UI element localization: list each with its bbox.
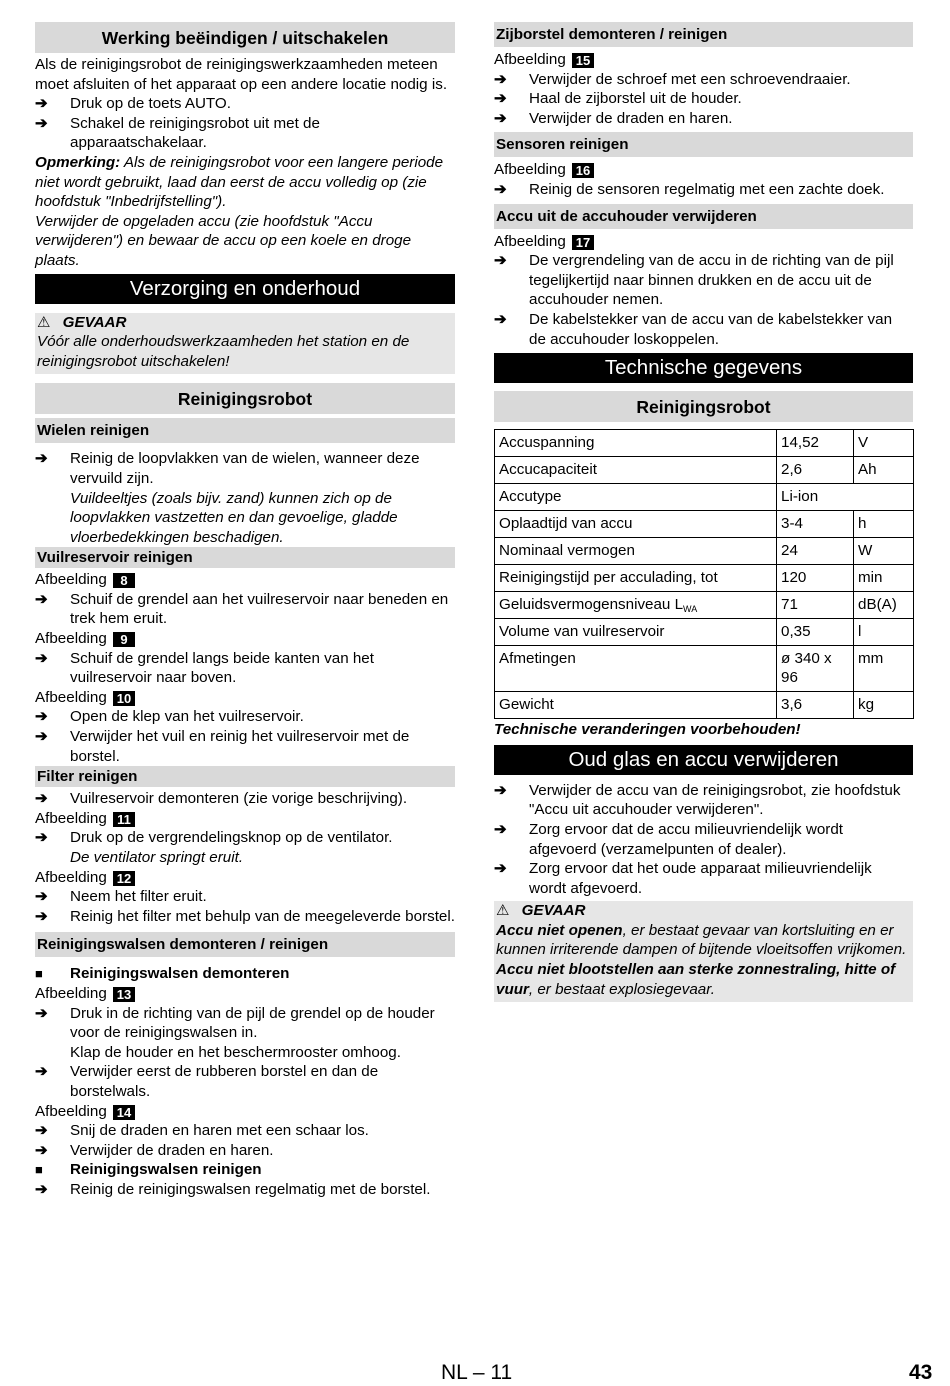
table-cell: Ah bbox=[854, 457, 914, 484]
danger-title: ⚠ GEVAAR bbox=[37, 313, 127, 331]
rollers-step-4: ➔ Verwijder de draden en haren. bbox=[35, 1141, 274, 1159]
arrow-icon: ➔ bbox=[494, 252, 507, 270]
table-row bbox=[495, 538, 914, 565]
section-title-shutdown: Werking beëindigen / uitschakelen bbox=[35, 22, 455, 53]
side-step-1: ➔ Verwijder de schroef met een schroevendraaier. bbox=[494, 70, 851, 88]
table-cell: Accucapaciteit bbox=[495, 457, 777, 484]
footer-page-number: 43 bbox=[909, 1361, 933, 1384]
danger-text-1: Accu niet openen, er bestaat gevaar van kortsluiting en er kunnen irriterende dampen of bijtende vloeitsoffen vrijkomen. bbox=[496, 921, 907, 959]
right-column bbox=[494, 22, 913, 1011]
subsection-wheels: Wielen reinigen bbox=[35, 418, 455, 443]
disposal-step-3: ➔ Zorg ervoor dat het oude apparaat milieuvriendelijk wordt afgevoerd. bbox=[494, 860, 872, 897]
arrow-icon: ➔ bbox=[35, 450, 48, 468]
table-cell: min bbox=[854, 565, 914, 592]
arrow-icon: ➔ bbox=[494, 820, 507, 838]
arrow-icon: ➔ bbox=[35, 1180, 48, 1198]
subsection-rollers: Reinigingswalsen demonteren / reinigen bbox=[35, 932, 455, 957]
arrow-icon: ➔ bbox=[35, 1122, 48, 1140]
arrow-icon: ➔ bbox=[35, 907, 48, 925]
arrow-icon: ➔ bbox=[494, 781, 507, 799]
side-step-2: ➔ Haal de zijborstel uit de houder. bbox=[494, 90, 742, 108]
rollers-sub-2: ■ Reinigingswalsen reinigen bbox=[35, 1161, 262, 1179]
arrow-icon: ➔ bbox=[35, 590, 48, 608]
shutdown-intro: Als de reinigingsrobot de reinigingswerkzaamheden meteen moet afsluiten of het apparaat op een andere locatie nodig is. bbox=[35, 56, 448, 93]
table-cell: Reinigingstijd per acculading, tot bbox=[495, 565, 777, 592]
chapter-title-technical: Technische gegevens bbox=[494, 353, 913, 383]
table-row bbox=[495, 646, 914, 692]
figure-badge: 10 bbox=[113, 691, 135, 706]
reservoir-step-2: ➔ Schuif de grendel langs beide kanten van het vuilreservoir naar boven. bbox=[35, 649, 374, 687]
reservoir-step-4: ➔ Verwijder het vuil en reinig het vuilreservoir met de borstel. bbox=[35, 728, 410, 765]
arrow-icon: ➔ bbox=[35, 114, 48, 132]
warning-icon: ⚠ bbox=[37, 313, 51, 331]
table-cell: W bbox=[854, 538, 914, 565]
table-cell: 2,6 bbox=[777, 457, 854, 484]
rollers-step-2: ➔ Verwijder eerst de rubberen borstel en dan de borstelwals. bbox=[35, 1063, 379, 1100]
danger-box-disposal bbox=[494, 901, 913, 1002]
sensor-step-1: ➔ Reinig de sensoren regelmatig met een zachte doek. bbox=[494, 180, 885, 198]
table-cell: Afmetingen bbox=[495, 646, 777, 692]
rollers-step-1b: Klap de houder en het beschermrooster omhoog. bbox=[70, 1043, 401, 1061]
danger-text-2: Accu niet blootstellen aan sterke zonnestraling, hitte of vuur, er bestaat explosiegevaar. bbox=[496, 961, 896, 998]
figure-badge: 17 bbox=[572, 235, 594, 250]
table-cell: h bbox=[854, 511, 914, 538]
rollers-step-1: ➔ Druk in de richting van de pijl de grendel op de houder voor de reinigingswalsen in. bbox=[35, 1004, 435, 1042]
figure-badge: 14 bbox=[113, 1105, 135, 1120]
subsection-accu-removal: Accu uit de accuhouder verwijderen bbox=[494, 204, 913, 229]
reservoir-step-3: ➔ Open de klep van het vuilreservoir. bbox=[35, 708, 304, 726]
figure-ref-14: Afbeelding 14 bbox=[35, 1102, 455, 1122]
figure-badge: 9 bbox=[113, 632, 135, 647]
figure-badge: 12 bbox=[113, 871, 135, 886]
arrow-icon: ➔ bbox=[35, 790, 48, 808]
shutdown-step-2: ➔ Schakel de reinigingsrobot uit met de apparaatschakelaar. bbox=[35, 114, 320, 152]
arrow-icon: ➔ bbox=[494, 180, 507, 198]
warning-icon: ⚠ bbox=[496, 902, 510, 920]
section-title-robot: Reinigingsrobot bbox=[35, 383, 455, 414]
arrow-icon: ➔ bbox=[494, 70, 507, 88]
filter-step-4: ➔ Reinig het filter met behulp van de meegeleverde borstel. bbox=[35, 907, 455, 925]
table-cell: ø 340 x 96 bbox=[777, 646, 854, 692]
wheels-step: ➔ Reinig de loopvlakken van de wielen, wanneer deze vervuild zijn. bbox=[35, 450, 420, 487]
table-row bbox=[495, 484, 914, 511]
table-cell: Accutype bbox=[495, 484, 777, 511]
figure-ref-13: Afbeelding 13 bbox=[35, 984, 455, 1004]
rollers-step-3: ➔ Snij de draden en haren met een schaar los. bbox=[35, 1122, 369, 1140]
danger-text: Vóór alle onderhoudswerkzaamheden het station en de reinigingsrobot uitschakelen! bbox=[37, 333, 410, 370]
arrow-icon: ➔ bbox=[35, 1063, 48, 1081]
arrow-icon: ➔ bbox=[35, 708, 48, 726]
arrow-icon: ➔ bbox=[35, 829, 48, 847]
table-row bbox=[495, 692, 914, 719]
subsection-side-brush: Zijborstel demonteren / reinigen bbox=[494, 22, 913, 47]
table-cell: Volume van vuilreservoir bbox=[495, 619, 777, 646]
arrow-icon: ➔ bbox=[494, 109, 507, 127]
rollers-step-5: ➔ Reinig de reinigingswalsen regelmatig met de borstel. bbox=[35, 1180, 431, 1198]
subsection-sensors: Sensoren reinigen bbox=[494, 132, 913, 157]
figure-badge: 11 bbox=[113, 812, 135, 827]
table-cell: 3-4 bbox=[777, 511, 854, 538]
rollers-sub-1: ■ Reinigingswalsen demonteren bbox=[35, 965, 290, 983]
square-bullet-icon: ■ bbox=[35, 966, 43, 982]
figure-badge: 8 bbox=[113, 573, 135, 588]
table-cell: Gewicht bbox=[495, 692, 777, 719]
accu-step-1: ➔ De vergrendeling van de accu in de richting van de pijl tegelijkertijd naar binnen drukken en de accu uit de accuhouder nemen. bbox=[494, 252, 894, 309]
table-row bbox=[495, 592, 914, 619]
arrow-icon: ➔ bbox=[494, 310, 507, 328]
danger-title: ⚠ GEVAAR bbox=[496, 902, 586, 920]
figure-badge: 13 bbox=[113, 987, 135, 1002]
table-cell: mm bbox=[854, 646, 914, 692]
table-cell: 71 bbox=[777, 592, 854, 619]
figure-ref-12: Afbeelding 12 bbox=[35, 868, 455, 888]
section-title-robot-specs: Reinigingsrobot bbox=[494, 391, 913, 422]
chapter-title-disposal: Oud glas en accu verwijderen bbox=[494, 745, 913, 775]
table-cell: l bbox=[854, 619, 914, 646]
table-cell: 24 bbox=[777, 538, 854, 565]
arrow-icon: ➔ bbox=[35, 728, 48, 746]
table-cell: Nominaal vermogen bbox=[495, 538, 777, 565]
left-column bbox=[35, 22, 455, 1200]
figure-ref-8: Afbeelding 8 bbox=[35, 570, 455, 590]
table-row bbox=[495, 565, 914, 592]
filter-step-2: ➔ Druk op de vergrendelingsknop op de ventilator. bbox=[35, 829, 393, 847]
wheels-note: Vuildeeltjes (zoals bijv. zand) kunnen zich op de loopvlakken vastzetten en dan gevoelige, gladde vloerbedekkingen beschadigen. bbox=[70, 489, 398, 546]
figure-badge: 16 bbox=[572, 163, 594, 178]
subsection-filter: Filter reinigen bbox=[35, 766, 455, 787]
table-row bbox=[495, 457, 914, 484]
figure-ref-10: Afbeelding 10 bbox=[35, 688, 455, 708]
figure-ref-9: Afbeelding 9 bbox=[35, 629, 455, 649]
filter-note: De ventilator springt eruit. bbox=[70, 849, 244, 866]
spec-table bbox=[494, 429, 914, 719]
table-cell: 3,6 bbox=[777, 692, 854, 719]
shutdown-step-1: ➔ Druk op de toets AUTO. bbox=[35, 95, 231, 113]
tech-note: Technische veranderingen voorbehouden! bbox=[494, 721, 801, 739]
disposal-step-2: ➔ Zorg ervoor dat de accu milieuvriendelijk wordt afgevoerd (verzamelpunten of dealer). bbox=[494, 820, 844, 858]
chapter-title-maintenance: Verzorging en onderhoud bbox=[35, 274, 455, 304]
subsection-reservoir: Vuilreservoir reinigen bbox=[35, 547, 455, 568]
table-cell: Geluidsvermogensniveau $L_{WA}$ bbox=[495, 592, 777, 619]
arrow-icon: ➔ bbox=[494, 860, 507, 878]
figure-badge: 15 bbox=[572, 53, 594, 68]
table-cell: kg bbox=[854, 692, 914, 719]
table-row bbox=[495, 511, 914, 538]
side-step-3: ➔ Verwijder de draden en haren. bbox=[494, 109, 733, 127]
danger-box bbox=[35, 313, 455, 375]
figure-ref-16: Afbeelding 16 bbox=[494, 160, 913, 180]
table-row bbox=[495, 430, 914, 457]
disposal-step-1: ➔ Verwijder de accu van de reinigingsrobot, zie hoofdstuk "Accu uit accuhouder verwijderen". bbox=[494, 781, 901, 819]
table-cell: 120 bbox=[777, 565, 854, 592]
figure-ref-17: Afbeelding 17 bbox=[494, 232, 913, 252]
table-cell: 14,52 bbox=[777, 430, 854, 457]
table-cell: Li-ion bbox=[777, 484, 914, 511]
arrow-icon: ➔ bbox=[35, 95, 48, 113]
accu-step-2: ➔ De kabelstekker van de accu van de kabelstekker van de accuhouder loskoppelen. bbox=[494, 310, 893, 348]
figure-ref-15: Afbeelding 15 bbox=[494, 50, 913, 70]
arrow-icon: ➔ bbox=[35, 1004, 48, 1022]
table-cell: 0,35 bbox=[777, 619, 854, 646]
reservoir-step-1: ➔ Schuif de grendel aan het vuilreservoir naar beneden en trek hem eruit. bbox=[35, 590, 449, 628]
square-bullet-icon: ■ bbox=[35, 1162, 43, 1178]
table-row bbox=[495, 619, 914, 646]
table-cell: Accuspanning bbox=[495, 430, 777, 457]
arrow-icon: ➔ bbox=[494, 90, 507, 108]
shutdown-note: Opmerking: Als de reinigingsrobot voor een langere periode niet wordt gebruikt, laad dan eerst de accu volledig op (zie hoofdstuk "Inbedrijfstelling"). bbox=[35, 153, 444, 211]
footer-language-page: NL – 11 bbox=[441, 1361, 513, 1384]
table-cell: Oplaadtijd van accu bbox=[495, 511, 777, 538]
table-cell: V bbox=[854, 430, 914, 457]
table-cell: dB(A) bbox=[854, 592, 914, 619]
shutdown-note-2: Verwijder de opgeladen accu (zie hoofdstuk "Accu verwijderen") en bewaar de accu op een koele en droge plaats. bbox=[35, 212, 412, 269]
filter-step-1: ➔ Vuilreservoir demonteren (zie vorige beschrijving). bbox=[35, 790, 408, 808]
arrow-icon: ➔ bbox=[35, 649, 48, 667]
arrow-icon: ➔ bbox=[35, 888, 48, 906]
filter-step-3: ➔ Neem het filter eruit. bbox=[35, 888, 207, 906]
figure-ref-11: Afbeelding 11 bbox=[35, 809, 455, 829]
arrow-icon: ➔ bbox=[35, 1141, 48, 1159]
